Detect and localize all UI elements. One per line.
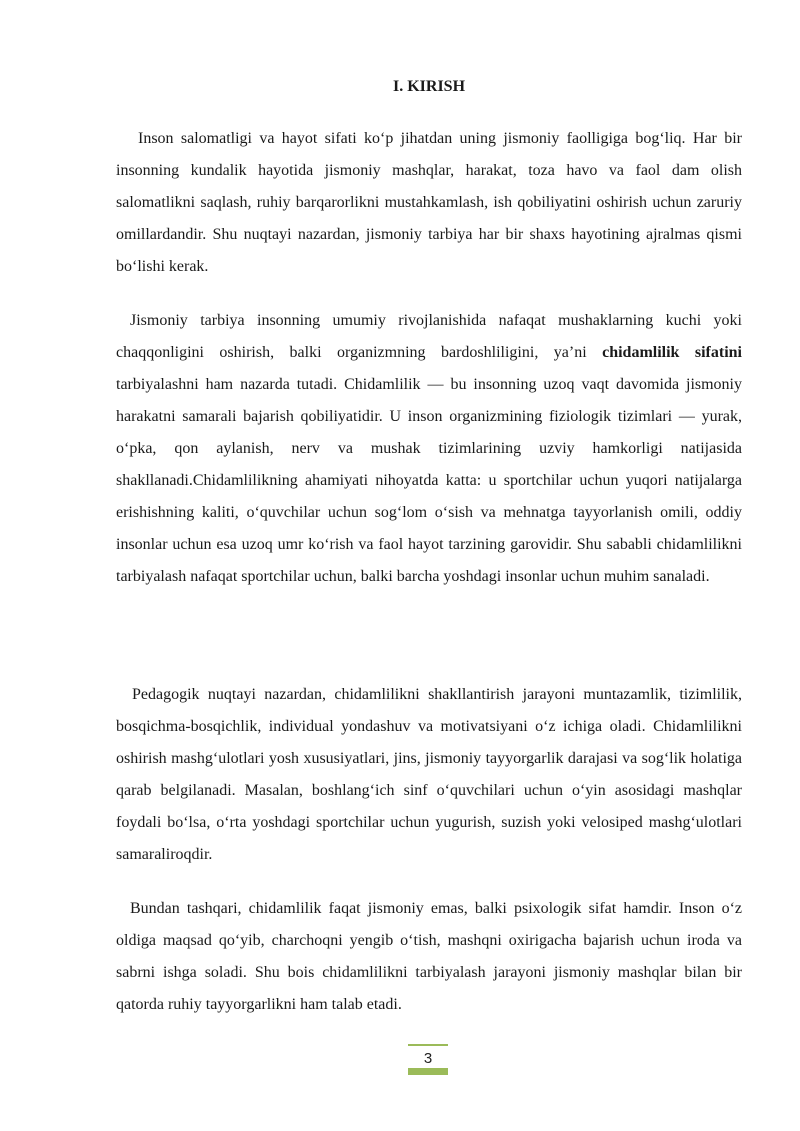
section-heading: I. KIRISH xyxy=(392,78,466,95)
bold-term-endurance: chidamlilik sifatini xyxy=(602,344,743,361)
page-number: 3 xyxy=(423,1050,433,1067)
paragraph-endurance xyxy=(116,305,742,593)
paragraph-pedagogy: Pedagogik nuqtayi nazardan, chidamlilikni shakllantirish jarayoni muntazamlik, tizimlilik, bosqichma-bosqichlik, individual yondashuv va motivatsiyani o‘z ichiga oladi. Chidamlilikni oshirish mashg‘ulotlari yosh xususiyatlari, jins, jismoniy tayyorgarlik darajasi va sog‘lik holatiga qarab belgilanadi. Masalan, boshlang‘ich sinf o‘quvchilari uchun o‘yin asosidagi mashqlar foydali bo‘lsa, o‘rta yoshdagi sportchilar uchun yugurish, suzish yoki velosiped mashg‘ulotlari samaraliroqdir. xyxy=(116,686,742,863)
paragraph-endurance-text-end: tarbiyalashni ham nazarda tutadi. Chidamlilik — bu insonning uzoq vaqt davomida jismoniy harakatni samarali bajarish qobiliyatidir. U inson organizmining fiziologik tizimlari — yurak, o‘pka, qon aylanish, nerv va mushak tizimlarining uzviy hamkorligi natijasida shakllanadi.Chidamlilikning ahamiyati nihoyatda katta: u sportchilar uchun yuqori natijalarga erishishning kaliti, o‘quvchilar uchun sog‘lom o‘sish va mehnatga tayyorlanish omili, oddiy insonlar uchun esa uzoq umr ko‘rish va faol hayot tarzining garovidir. Shu sababli chidamlilikni tarbiyalash nafaqat sportchilar uchun, balki barcha yoshdagi insonlar uchun muhim sanaladi. xyxy=(116,376,742,585)
page-number-accent-bar xyxy=(408,1068,448,1075)
page-number-footer xyxy=(408,1042,448,1076)
paragraph-intro: Inson salomatligi va hayot sifati ko‘p jihatdan uning jismoniy faolligiga bog‘liq. Har bir insonning kundalik hayotida jismoniy mashqlar, harakat, toza havo va faol dam olish salomatlikni saqlash, ruhiy barqarorlikni mustahkamlash, ish qobiliyatini oshirish uchun zaruriy omillardandir. Shu nuqtayi nazardan, jismoniy tarbiya har bir shaxs hayotining ajralmas qismi bo‘lishi kerak. xyxy=(116,130,742,275)
paragraph-endurance-text-start: Jismoniy tarbiya insonning umumiy rivojlanishida nafaqat mushaklarning kuchi yoki chaqqonligini oshirish, balki organizmning bardoshliligini, ya’ni xyxy=(116,312,742,361)
page-number-top-rule xyxy=(408,1044,448,1046)
paragraph-psychology: Bundan tashqari, chidamlilik faqat jismoniy emas, balki psixologik sifat hamdir. Inson o‘z oldiga maqsad qo‘yib, charchoqni yengib o‘tish, mashqni oxirigacha bajarish uchun iroda va sabrni ishga soladi. Shu bois chidamlilikni tarbiyalash jarayoni jismoniy mashqlar bilan bir qatorda ruhiy tayyorgarlikni ham talab etadi. xyxy=(116,900,742,1013)
